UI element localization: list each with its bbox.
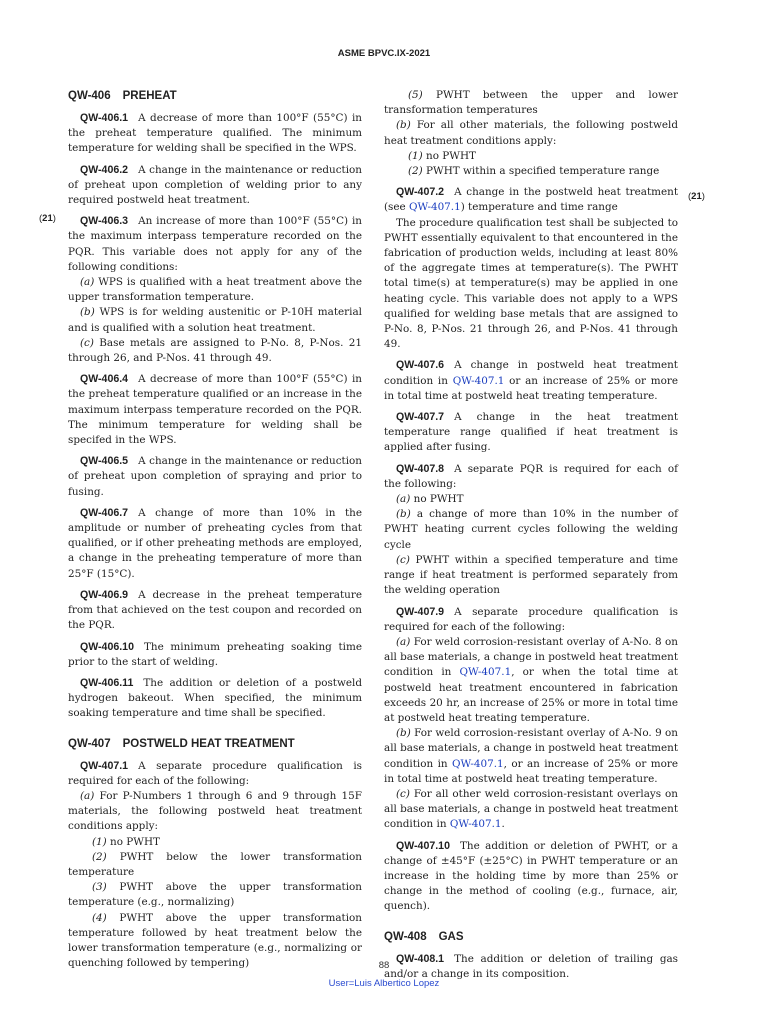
item-text: For all other weld corrosion-resistant overlays on all base materials, a change in postweld heat treatment condition in — [384, 787, 678, 831]
item-text: For weld corrosion-resistant overlay of A-No. 8 on all base materials, a change in postweld heat treatment condition in — [384, 635, 678, 679]
item-text: , or when the total time at postweld heat treatment encountered in fabrication exceeds 20 hr, an increase of 25% or more in total time at postweld heat treating temperature. — [384, 666, 678, 724]
item-text: PWHT below the lower transformation temperature — [68, 850, 362, 878]
item-label: (1) — [92, 835, 107, 848]
item-label: (b) — [396, 727, 411, 740]
paragraph-qw406-2 — [68, 163, 362, 209]
item-text: no PWHT — [110, 835, 160, 848]
item-text: . — [501, 818, 505, 831]
cross-reference-link[interactable]: QW-407.1 — [409, 201, 461, 214]
list-item — [68, 336, 362, 366]
paragraph-qw407-8 — [384, 462, 678, 492]
section-title: PREHEAT — [122, 90, 177, 102]
section-title: POSTWELD HEAT TREATMENT — [122, 737, 295, 750]
paragraph-id: QW-406.7 — [80, 506, 129, 519]
paragraph-text: A decrease of more than 100°F (55°C) in the preheat temperature qualified. The minimum temperature for welding shall be specified in the WPS. — [68, 112, 362, 155]
item-label: (4) — [92, 911, 107, 924]
paragraph-text: The addition or deletion of trailing gas and/or a change in its composition. — [384, 952, 678, 980]
paragraph-id: QW-406.4 — [80, 373, 129, 386]
paragraph-qw406-7 — [68, 506, 362, 582]
paragraph-qw406-9 — [68, 588, 362, 634]
section-heading-qw406 — [68, 88, 362, 104]
section-title: GAS — [438, 930, 464, 943]
cross-reference-link[interactable]: QW-407.1 — [449, 818, 502, 831]
item-text: PWHT within a specified temperature range — [426, 165, 660, 178]
item-label: (b) — [396, 508, 411, 521]
paragraph-text: The minimum preheating soaking time prior to the start of welding. — [68, 640, 362, 668]
item-label: (3) — [92, 881, 107, 894]
item-label: (c) — [80, 336, 94, 349]
paragraph-id: QW-407.6 — [396, 359, 445, 372]
paragraph-qw407-9 — [384, 605, 678, 635]
paragraph-id: QW-407.1 — [80, 759, 129, 772]
running-header: ASME BPVC.IX-2021 — [337, 48, 431, 59]
item-text: WPS is qualified with a heat treatment above the upper transformation temperature. — [68, 276, 362, 304]
paragraph-id: QW-406.10 — [80, 640, 134, 653]
item-text: WPS is for welding austenitic or P-10H material and is qualified with a solution heat treatment. — [68, 306, 362, 334]
cross-reference-link[interactable]: QW-407.1 — [459, 666, 512, 679]
section-number: QW-408 — [384, 930, 427, 943]
list-item — [68, 789, 362, 835]
paragraph-text: A change in the maintenance or reduction of preheat upon completion of welding prior to any required postweld heat treatment. — [68, 163, 362, 207]
paragraph-text: A separate procedure qualification is required for each of the following: — [384, 605, 678, 633]
list-item — [384, 553, 678, 599]
item-label: (a) — [80, 789, 95, 802]
user-watermark: User=Luis Albertico Lopez — [328, 978, 440, 989]
paragraph-text: A decrease of more than 100°F (55°C) in the preheat temperature qualified or an increase in the maximum interpass temperature recorded on the PQR. The minimum temperature for welding shall be specifed in the WPS. — [68, 373, 362, 447]
item-label: (c) — [396, 553, 410, 566]
paragraph-id: QW-406.1 — [80, 112, 129, 124]
paragraph-qw406-5 — [68, 454, 362, 500]
paragraph-text: A change in the maintenance or reduction of preheat upon completion of spraying and prior to fusing. — [68, 455, 362, 498]
item-text: PWHT above the upper transformation temperature followed by heat treatment below the lower transformation temperature (e.g., normalizing or quenching followed by tempering) — [68, 911, 362, 970]
paragraph-text: An increase of more than 100°F (55°C) in the maximum interpass temperature recorded on the PQR. This variable does not apply for any of the following conditions: — [68, 215, 362, 273]
list-item — [384, 164, 678, 179]
paragraph-id: QW-407.2 — [396, 186, 445, 199]
paragraph-text: A separate procedure qualification is required for each of the following: — [68, 759, 362, 787]
item-label: (b) — [80, 306, 95, 319]
paragraph-text: A separate PQR is required for each of the following: — [384, 462, 678, 490]
paragraph-qw406-11 — [68, 676, 362, 722]
section-number: QW-406 — [68, 90, 111, 102]
item-text: PWHT between the upper and lower transformation temperatures — [384, 89, 678, 117]
list-item — [68, 880, 362, 910]
paragraph-id: QW-407.8 — [396, 462, 445, 475]
paragraph-qw407-2-body — [384, 216, 678, 353]
paragraph-qw406-3 — [68, 214, 362, 275]
list-item — [384, 726, 678, 787]
paragraph-id: QW-406.5 — [80, 455, 129, 468]
paragraph-text: A change in the postweld heat treatment (see — [384, 186, 678, 214]
item-text: no PWHT — [413, 493, 464, 506]
item-label: (a) — [396, 493, 411, 506]
item-label: (a) — [80, 276, 95, 289]
list-item — [384, 88, 678, 118]
paragraph-id: QW-406.9 — [80, 588, 129, 601]
list-item — [68, 850, 362, 880]
item-text: For P-Numbers 1 through 6 and 9 through 15F materials, the following postweld heat treatment conditions apply: — [68, 789, 362, 833]
revision-marker-left: (21) — [39, 213, 56, 224]
paragraph-qw407-1 — [68, 759, 362, 789]
paragraph-qw406-1 — [68, 111, 362, 157]
list-item — [68, 305, 362, 335]
item-text: For weld corrosion-resistant overlay of A-No. 9 on all base materials, a change in postweld heat treatment condition in — [384, 727, 678, 770]
section-heading-qw407 — [68, 736, 362, 752]
paragraph-text: A decrease in the preheat temperature from that achieved on the test coupon and recorded on the PQR. — [68, 588, 362, 632]
paragraph-id: QW-406.2 — [80, 163, 129, 176]
item-label: (c) — [396, 787, 410, 800]
item-label: (1) — [408, 149, 423, 162]
paragraph-qw407-6 — [384, 358, 678, 404]
item-text: , or an increase of 25% or more in total time at postweld heat treating temperature. — [384, 757, 678, 785]
paragraph-id: QW-407.10 — [396, 839, 450, 852]
page-number: 88 — [378, 960, 390, 971]
item-text: PWHT above the upper transformation temperature (e.g., normalizing) — [68, 881, 362, 909]
list-item — [384, 787, 678, 833]
list-item — [384, 507, 678, 553]
paragraph-qw407-7 — [384, 410, 678, 456]
revision-marker-number: 21 — [42, 213, 53, 224]
paragraph-text: The procedure qualification test shall be subjected to PWHT essentially equivalent to that encountered in the fabrication of production welds, including at least 80% of the aggregate times at temperature(s). The PWHT total time(s) at temperature(s) may be applied in one heating cycle. This variable does not apply to a WPS qualified for welding base metals that are assigned to P-No. 8, P-Nos. 21 through 26, and P-Nos. 41 through 49. — [384, 216, 678, 351]
list-item — [68, 275, 362, 305]
list-item — [384, 492, 678, 507]
paragraph-text: A change in postweld heat treatment condition in — [384, 359, 678, 387]
list-item — [68, 835, 362, 850]
cross-reference-link[interactable]: QW-407.1 — [452, 374, 505, 387]
paragraph-qw407-2 — [384, 185, 678, 215]
right-column — [384, 88, 678, 988]
paragraph-id: QW-407.7 — [396, 411, 445, 424]
paragraph-qw407-10 — [384, 839, 678, 915]
paragraph-id: QW-408.1 — [396, 952, 445, 965]
paragraph-qw406-10 — [68, 640, 362, 670]
item-label: (a) — [396, 635, 411, 648]
section-heading-qw408 — [384, 929, 678, 945]
cross-reference-link[interactable]: QW-407.1 — [451, 757, 504, 770]
paragraph-text: ) temperature and time range — [460, 201, 618, 214]
revision-marker-number: 21 — [691, 191, 702, 202]
item-label: (2) — [408, 165, 423, 178]
item-text: a change of more than 10% in the number of PWHT heating current cycles following the welding cycle — [384, 508, 678, 551]
item-label: (5) — [408, 89, 423, 101]
paragraph-id: QW-406.11 — [80, 676, 134, 689]
paragraph-text: or an increase of 25% or more in total time at postweld heat treating temperature. — [384, 374, 678, 402]
section-number: QW-407 — [68, 737, 111, 750]
list-item — [384, 635, 678, 726]
paragraph-text: The addition or deletion of a postweld hydrogen bakeout. When specified, the minimum soaking temperature and time shall be specified. — [68, 676, 362, 720]
item-label: (2) — [92, 850, 107, 863]
item-text: For all other materials, the following postweld heat treatment conditions apply: — [384, 119, 679, 147]
item-text: Base metals are assigned to P-No. 8, P-Nos. 21 through 26, and P-Nos. 41 through 49. — [68, 336, 362, 365]
list-item — [384, 118, 678, 148]
item-label: (b) — [396, 119, 411, 132]
paragraph-text: A change of more than 10% in the amplitude or number of preheating cycles from that qualified, or if other preheating methods are employed, a change in the preheating temperature of more than 25°F (15°C). — [68, 506, 362, 580]
paragraph-qw406-4 — [68, 372, 362, 448]
paragraph-id: QW-407.9 — [396, 605, 445, 618]
item-text: PWHT within a specified temperature and time range if heat treatment is performed separately from the welding operation — [384, 553, 678, 597]
list-item — [384, 149, 678, 164]
paragraph-text: The addition or deletion of PWHT, or a change of ±45°F (±25°C) in PWHT temperature or an increase in the holding time by more than 25% or change in the method of cooling (e.g., furnace, air, quench). — [384, 839, 678, 913]
left-column — [68, 88, 362, 971]
item-text: no PWHT — [426, 149, 476, 162]
paragraph-id: QW-406.3 — [80, 215, 129, 228]
paragraph-text: A change in the heat treatment temperature range qualified if heat treatment is applied after fusing. — [384, 411, 678, 454]
revision-marker-right: (21) — [688, 191, 705, 202]
